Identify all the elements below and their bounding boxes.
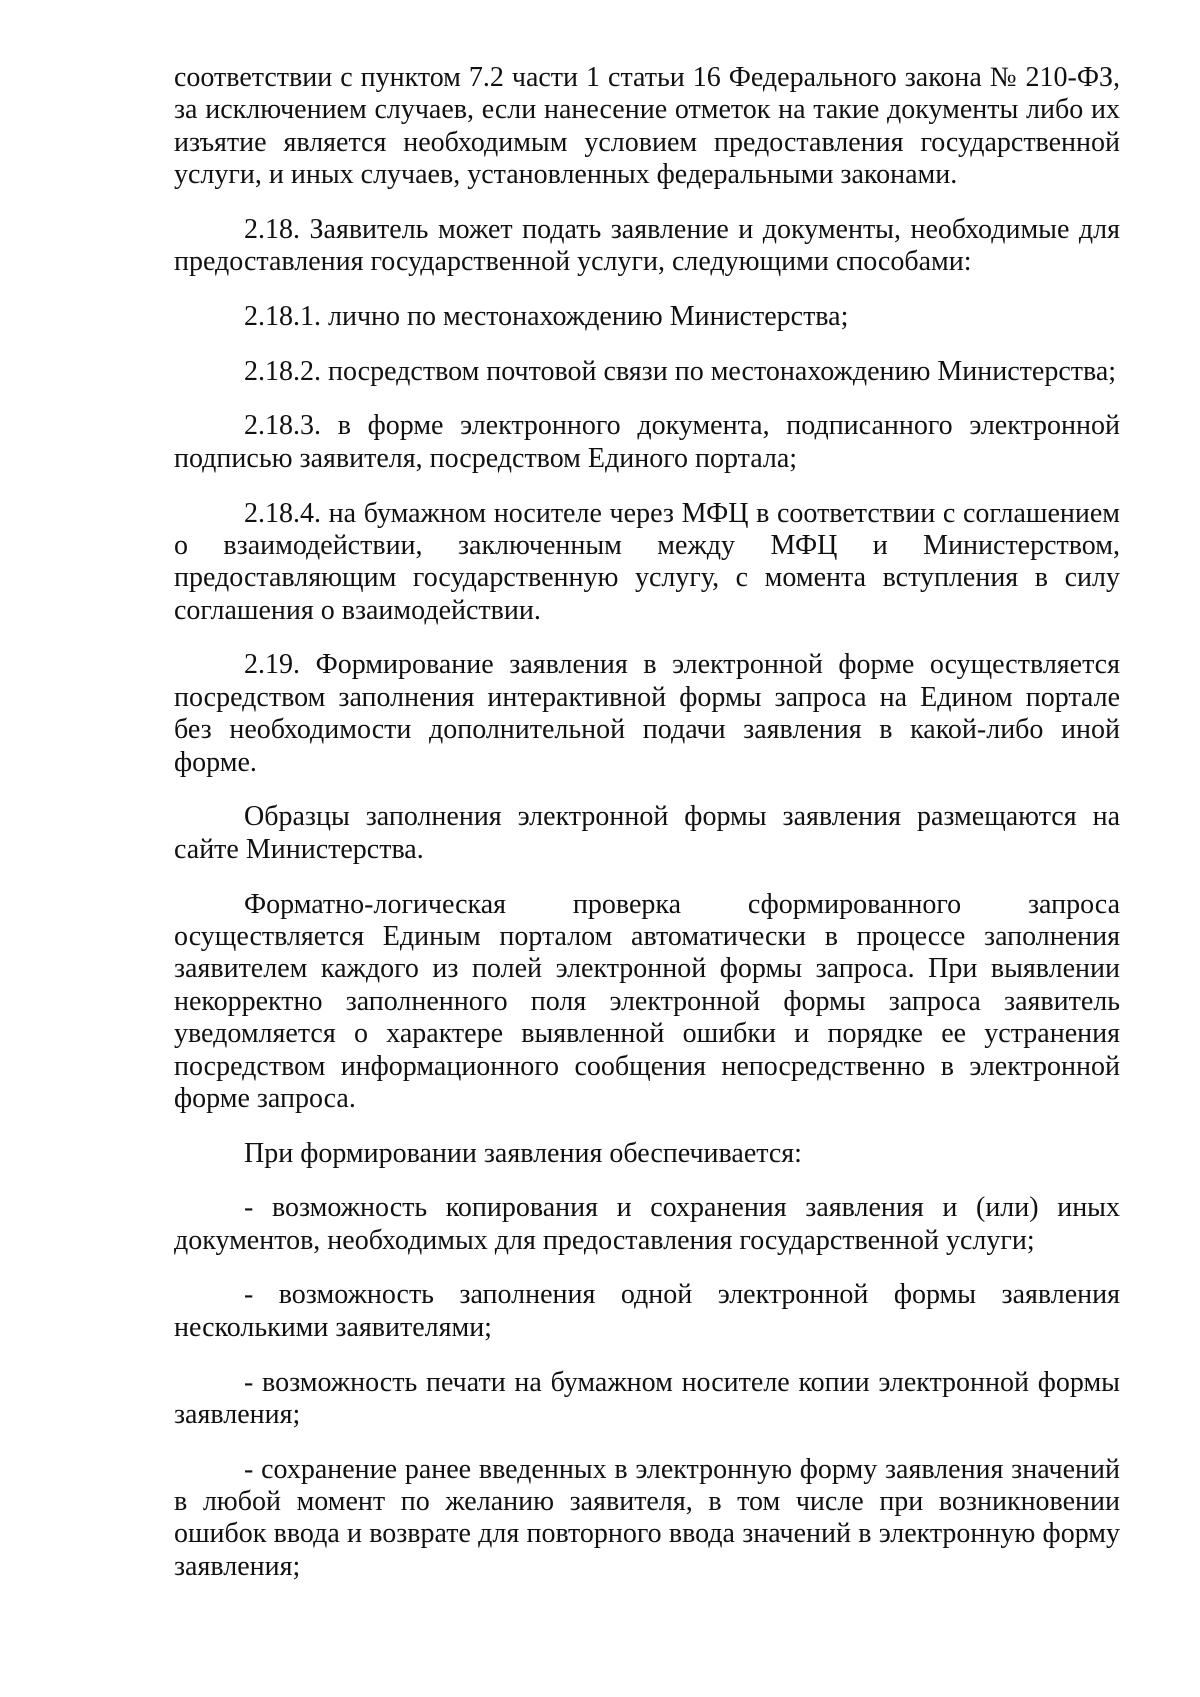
- paragraph-samples: Образцы заполнения электронной формы заявления размещаются на сайте Министерства.: [174, 801, 1120, 865]
- paragraph-2-18-2: 2.18.2. посредством почтовой связи по местонахождению Министерства;: [244, 355, 1117, 387]
- list-item-saving-values: - сохранение ранее введенных в электронную форму заявления значений в любой момент по желанию заявителя, в том числе при возникновении ошибок ввода и возврате для повторного ввода значений в электронную форму заявления;: [174, 1453, 1120, 1582]
- list-item-multiple-applicants: - возможность заполнения одной электронной формы заявления несколькими заявителями;: [174, 1279, 1120, 1343]
- paragraph-2-18-3: 2.18.3. в форме электронного документа, подписанного электронной подписью заявителя, посредством Единого портала;: [174, 410, 1120, 474]
- paragraph-provided: При формировании заявления обеспечивается:: [244, 1137, 802, 1169]
- document-page: [174, 62, 1120, 1606]
- list-item-printing: - возможность печати на бумажном носителе копии электронной формы заявления;: [174, 1366, 1120, 1430]
- paragraph-format-check: Форматно-логическая проверка сформированного запроса осуществляется Единым порталом автоматически в процессе заполнения заявителем каждого из полей электронной формы запроса. При выявлении некорректно заполненного поля электронной формы запроса заявитель уведомляется о характере выявленной ошибки и порядке ее устранения посредством информационного сообщения непосредственно в электронной форме запроса.: [174, 888, 1120, 1114]
- paragraph-2-18-1: 2.18.1. лично по местонахождению Министерства;: [244, 301, 849, 333]
- paragraph-2-18-4: 2.18.4. на бумажном носителе через МФЦ в соответствии с соглашением о взаимодействии, заключенным между МФЦ и Министерством, предоставляющим государственную услугу, с момента вступления в силу соглашения о взаимодействии.: [174, 497, 1120, 626]
- paragraph-continuation: соответствии с пунктом 7.2 части 1 статьи 16 Федерального закона № 210-ФЗ, за исключением случаев, если нанесение отметок на такие документы либо их изъятие является необходимым условием предоставления государственной услуги, и иных случаев, установленных федеральными законами.: [174, 62, 1120, 191]
- paragraph-2-19: 2.19. Формирование заявления в электронной форме осуществляется посредством заполнения интерактивной формы запроса на Едином портале без необходимости дополнительной подачи заявления в какой-либо иной форме.: [174, 649, 1120, 778]
- list-item-copying: - возможность копирования и сохранения заявления и (или) иных документов, необходимых для предоставления государственной услуги;: [174, 1192, 1120, 1256]
- paragraph-2-18: 2.18. Заявитель может подать заявление и документы, необходимые для предоставления государственной услуги, следующими способами:: [174, 213, 1120, 278]
